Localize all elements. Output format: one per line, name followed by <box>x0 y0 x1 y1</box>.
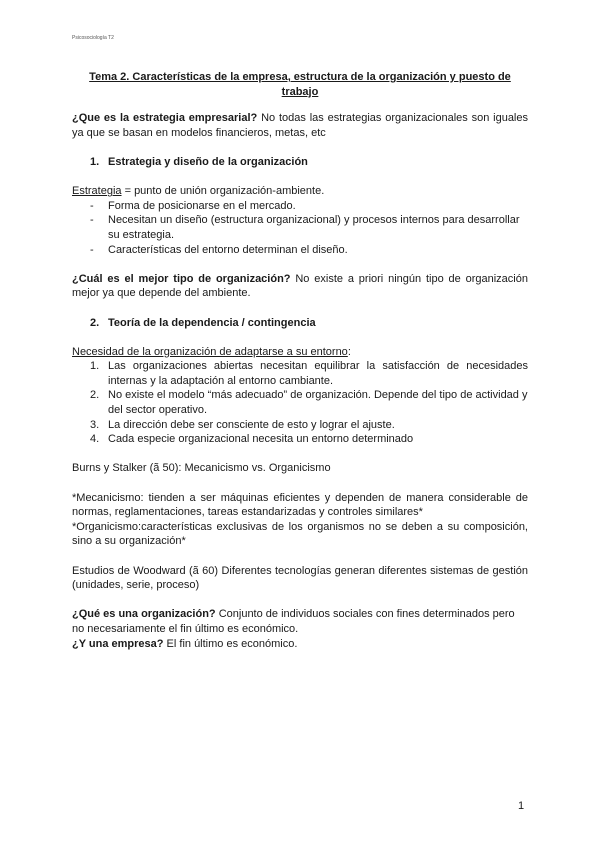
organization-definition <box>72 607 528 636</box>
intro-paragraph <box>72 111 528 140</box>
page-number: 1 <box>518 800 525 812</box>
best-organization-question: ¿Cuál es el mejor tipo de organización? <box>72 272 291 285</box>
company-answer: El fin último es económico. <box>163 637 298 650</box>
list-item: - Características del entorno determinan el diseño. <box>90 243 348 256</box>
mecanicismo-paragraph: *Mecanicismo: tienden a ser máquinas eficientes y dependen de manera considerable de normas, reglamentaciones, tareas estandarizadas y controles similares* <box>72 491 528 519</box>
section-2-number: 2. <box>90 316 100 329</box>
list-item-number: 3. <box>90 418 100 431</box>
list-item-text: La dirección debe ser consciente de esto y lograr el ajuste. <box>108 418 395 431</box>
adaptation-numbered-list <box>72 359 528 447</box>
adaptation-lead-text: Necesidad de la organización de adaptarse a su entorno <box>72 345 348 358</box>
list-item <box>72 418 528 433</box>
list-item-number: 2. <box>90 389 100 402</box>
strategy-definition-text: = punto de unión organización-ambiente. <box>121 185 325 198</box>
intro-question: ¿Que es la estrategia empresarial? <box>72 112 258 125</box>
list-item <box>72 432 528 447</box>
list-item <box>72 359 528 388</box>
section-1-heading <box>72 155 528 170</box>
company-definition <box>72 637 528 652</box>
section-2-heading <box>72 316 528 331</box>
list-item-number: 1. <box>90 360 100 373</box>
best-organization-paragraph <box>72 272 528 301</box>
document-body <box>72 70 528 651</box>
running-head: Psicosociología T2 <box>72 35 114 41</box>
page-title: Tema 2. Características de la empresa, estructura de la organización y puesto de trabajo <box>89 71 511 98</box>
list-item-number: 4. <box>90 433 100 446</box>
list-item: - Necesitan un diseño (estructura organizacional) y procesos internos para desarrollar su estrategia. <box>90 214 520 241</box>
list-item <box>72 388 528 417</box>
organization-answer: Conjunto de individuos sociales con fines determinados pero no necesariamente el fin último es económico. <box>72 608 515 635</box>
adaptation-lead <box>72 345 528 360</box>
list-item-text: Necesitan un diseño (estructura organizacional) y procesos internos para desarrollar su estrategia. <box>108 214 520 241</box>
list-item-text: No existe el modelo “más adecuado” de organización. Depende del tipo de actividad y del sector operativo. <box>108 389 528 417</box>
list-item-text: Las organizaciones abiertas necesitan equilibrar la satisfacción de necesidades internas y la adaptación al entorno cambiante. <box>108 360 528 387</box>
company-question: ¿Y una empresa? <box>72 637 164 650</box>
strategy-bullet-list <box>72 199 528 257</box>
list-item-text: Características del entorno determinan el diseño. <box>108 243 348 256</box>
burns-stalker-line: Burns y Stalker (ã 50): Mecanicismo vs. Organicismo <box>72 462 331 475</box>
adaptation-lead-colon: : <box>347 345 351 358</box>
intro-answer: No todas las estrategias organizacionales son iguales ya que se basan en modelos financieros, metas, etc <box>72 112 528 139</box>
strategy-definition <box>72 184 528 199</box>
best-organization-answer: No existe a priori ningún tipo de organización mejor ya que depende del ambiente. <box>72 272 528 300</box>
list-item-text: Forma de posicionarse en el mercado. <box>108 199 296 212</box>
strategy-term: Estrategia <box>72 185 122 198</box>
organicismo-paragraph: *Organicismo:características exclusivas de los organismos no se deben a su composición, sino a su organización* <box>72 520 528 548</box>
woodward-paragraph: Estudios de Woodward (ã 60) Diferentes tecnologías generan diferentes sistemas de gestión (unidades, serie, proceso) <box>72 564 528 592</box>
section-1-title: Estrategia y diseño de la organización <box>108 155 308 168</box>
list-item-text: Cada especie organizacional necesita un entorno determinado <box>108 433 414 446</box>
list-item: - Forma de posicionarse en el mercado. <box>90 199 296 212</box>
section-2-title: Teoría de la dependencia / contingencia <box>108 316 316 329</box>
section-1-number: 1. <box>90 155 100 168</box>
organization-question: ¿Qué es una organización? <box>72 608 216 621</box>
